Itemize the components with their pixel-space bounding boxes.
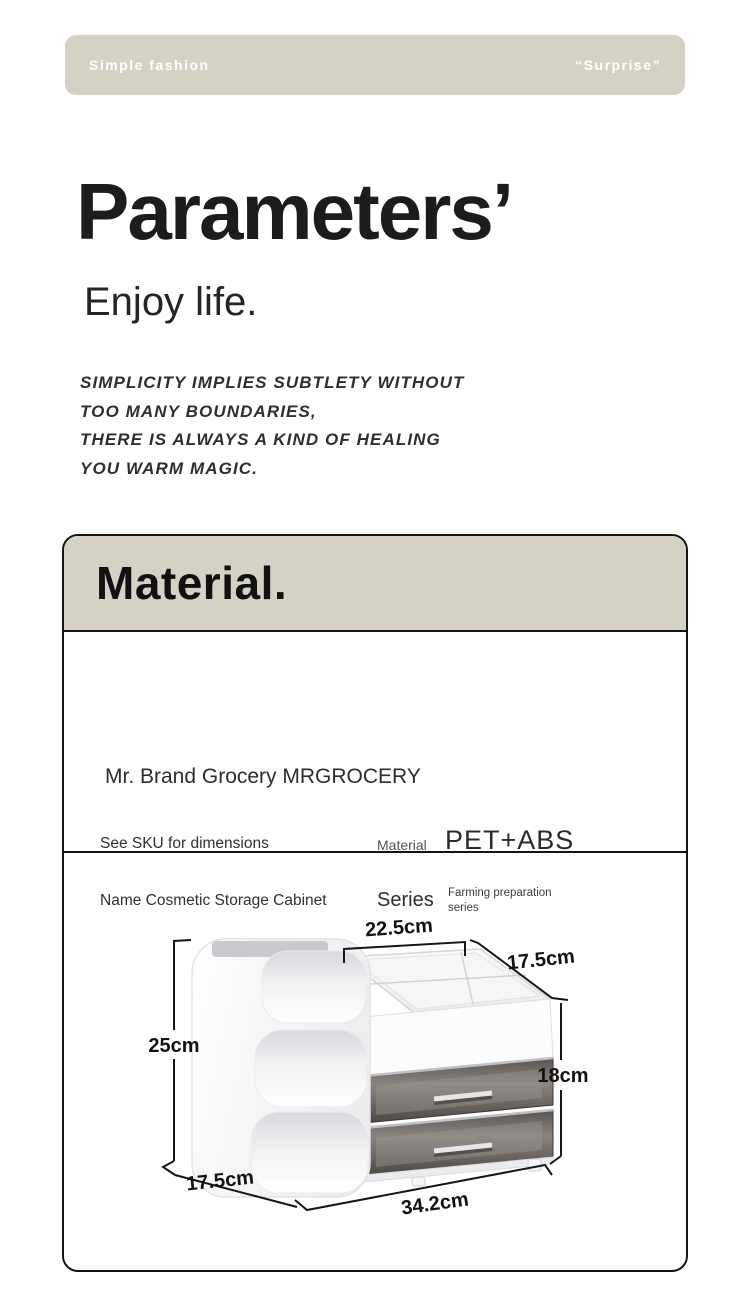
banner-right-text: “Surprise”: [575, 57, 661, 73]
dimension-diagram: [64, 851, 686, 1270]
spec-left-dimensions: See SKU for dimensions: [100, 835, 269, 852]
tagline-line: SIMPLICITY IMPLIES SUBTLETY WITHOUT: [80, 373, 465, 392]
brand-line: Mr. Brand Grocery MRGROCERY: [105, 765, 421, 788]
spec-label-series: Series: [377, 889, 434, 911]
dim-label-bottom-width: 34.2cm: [399, 1188, 471, 1220]
material-heading: Material.: [96, 557, 288, 609]
foot: [412, 1177, 425, 1186]
spec-value-series: Farming preparation series: [448, 887, 552, 914]
spec-value-material: PET+ABS: [445, 825, 575, 855]
tagline-line: TOO MANY BOUNDARIES,: [80, 401, 317, 421]
spec-label-material: Material: [377, 837, 427, 853]
tagline: [80, 369, 465, 483]
side-tower: [192, 939, 370, 1197]
tagline-line: YOU WARM MAGIC.: [80, 458, 258, 478]
dim-label-bottom-depth: 17.5cm: [185, 1166, 255, 1196]
page-title: Parameters’: [76, 167, 513, 256]
material-card-info: [64, 632, 686, 914]
dim-label-left-height: 25cm: [148, 1035, 200, 1057]
dim-label-top-depth: 17.5cm: [506, 945, 576, 975]
top-banner: [65, 35, 685, 95]
spec-left-name: Name Cosmetic Storage Cabinet: [100, 892, 327, 909]
product-illustration: [64, 853, 686, 1270]
page-subtitle: Enjoy life.: [84, 280, 258, 324]
tagline-line: THERE IS ALWAYS A KIND OF HEALING: [80, 430, 441, 449]
material-card: [62, 534, 688, 1272]
banner-left-text: Simple fashion: [89, 57, 210, 73]
foot: [528, 1159, 541, 1171]
dim-label-top-width: 22.5cm: [364, 914, 434, 942]
dim-label-right-height: 18cm: [537, 1065, 589, 1087]
material-card-header: [64, 536, 686, 632]
